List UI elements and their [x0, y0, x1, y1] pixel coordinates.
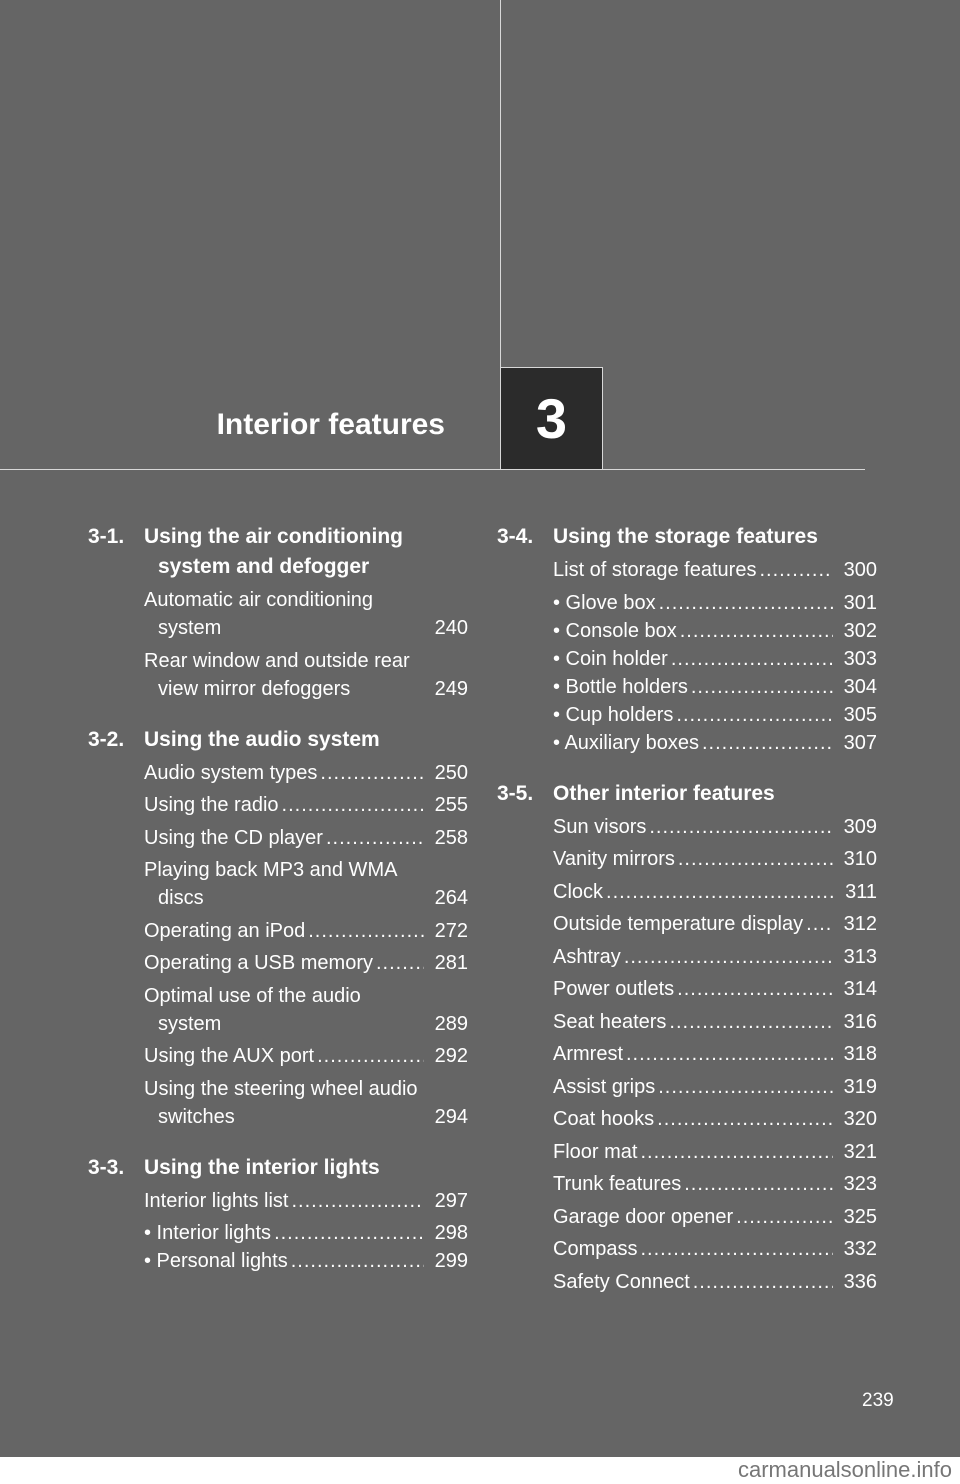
- entry-text: • Interior lights: [144, 1222, 272, 1244]
- toc-entry[interactable]: [144, 1042, 468, 1070]
- toc-entry[interactable]: [553, 729, 877, 757]
- dot-leader: [684, 1170, 833, 1198]
- entry-text: Rear window and outside rear view mirror defoggers: [144, 649, 410, 700]
- dot-leader: [320, 759, 424, 787]
- toc-entry[interactable]: [553, 556, 877, 584]
- entry-page: 307: [843, 731, 877, 754]
- toc-entry[interactable]: [144, 824, 468, 852]
- entry-page: 264: [434, 887, 468, 909]
- entry-text: • Glove box: [553, 591, 656, 614]
- toc-entry[interactable]: [144, 647, 468, 703]
- dot-leader: [677, 975, 833, 1003]
- toc-entry[interactable]: [553, 617, 877, 645]
- dot-leader: [658, 1073, 833, 1101]
- footer-watermark: carmanualsonline.info: [0, 1457, 960, 1484]
- entry-page: 289: [434, 1012, 468, 1035]
- entry-text: Using the radio: [144, 794, 279, 816]
- entry-page: 312: [843, 913, 877, 935]
- dot-leader: [702, 729, 833, 757]
- entry-text: Garage door opener: [553, 1205, 734, 1228]
- entry-page: 272: [434, 919, 468, 942]
- page-number: 239: [862, 1390, 894, 1411]
- entry-text: Armrest: [553, 1043, 623, 1065]
- entry-page: 320: [843, 1108, 877, 1130]
- dot-leader: [657, 1105, 833, 1133]
- toc-entry[interactable]: [553, 845, 877, 873]
- toc-entry[interactable]: [553, 1235, 877, 1263]
- toc-entry[interactable]: [553, 1073, 877, 1101]
- toc-entry[interactable]: [553, 1040, 877, 1068]
- entry-page: 321: [843, 1140, 877, 1163]
- toc-right-column: [497, 522, 877, 1318]
- dot-leader: [606, 878, 833, 906]
- entry-page: 297: [434, 1189, 468, 1212]
- dot-leader: [649, 813, 833, 841]
- dot-leader: [640, 1235, 833, 1263]
- entry-page: 304: [843, 675, 877, 698]
- entry-text: Audio system types: [144, 761, 318, 784]
- toc-entry[interactable]: [553, 943, 877, 971]
- entry-text: Interior lights list: [144, 1189, 289, 1212]
- entry-text: • Auxiliary boxes: [553, 731, 699, 754]
- section-title: Using the air conditioning system and defogger: [144, 525, 403, 578]
- entry-text: Playing back MP3 and WMA discs: [144, 859, 397, 909]
- toc-entry[interactable]: [553, 1203, 877, 1231]
- section-title: Using the interior lights: [144, 1155, 380, 1179]
- dot-leader: [326, 824, 424, 852]
- entry-text: • Coin holder: [553, 647, 668, 670]
- toc-entry[interactable]: [553, 1105, 877, 1133]
- entry-page: 332: [843, 1238, 877, 1260]
- entry-page: 314: [843, 978, 877, 1000]
- chapter-number-badge: [500, 367, 603, 470]
- entry-text: Assist grips: [553, 1075, 656, 1098]
- entry-page: 318: [843, 1043, 877, 1065]
- section-heading: [497, 779, 877, 809]
- dot-leader: [376, 949, 424, 977]
- toc-entry[interactable]: [553, 645, 877, 673]
- chapter-title: Interior features: [216, 408, 445, 441]
- toc-entry[interactable]: [553, 813, 877, 841]
- toc-entry[interactable]: [144, 856, 468, 912]
- toc-entries: [497, 556, 877, 757]
- toc-entry[interactable]: [553, 589, 877, 617]
- toc-entry[interactable]: [144, 917, 468, 945]
- entry-text: Sun visors: [553, 815, 647, 838]
- section-title: Using the storage features: [553, 525, 818, 548]
- dot-leader: [691, 673, 833, 701]
- section-number: 3-1.: [88, 525, 125, 548]
- toc-section: [88, 725, 468, 1131]
- entry-text: List of storage features: [553, 559, 757, 581]
- dot-leader: [624, 943, 833, 971]
- entry-text: Automatic air conditioning system: [144, 589, 374, 639]
- entry-page: 240: [434, 617, 468, 639]
- toc-entries: [88, 586, 468, 703]
- entry-page: 336: [843, 1270, 877, 1293]
- entry-page: 310: [843, 848, 877, 870]
- entry-text: Seat heaters: [553, 1010, 667, 1033]
- dot-leader: [676, 701, 833, 729]
- dot-leader: [274, 1219, 424, 1247]
- entry-text: Clock: [553, 880, 604, 903]
- entry-text: Compass: [553, 1238, 638, 1260]
- entry-text: Operating an iPod: [144, 919, 306, 942]
- entry-page: 305: [843, 703, 877, 726]
- divider-horizontal: [0, 469, 865, 470]
- toc-entries: [88, 759, 468, 1131]
- toc-entry[interactable]: [144, 586, 468, 642]
- toc-section: [497, 522, 877, 757]
- toc-entry[interactable]: [144, 1219, 468, 1247]
- entry-page: 258: [434, 826, 468, 849]
- entry-text: • Console box: [553, 619, 677, 642]
- section-heading: [88, 1153, 468, 1183]
- section-title: Other interior features: [553, 781, 775, 805]
- dot-leader: [626, 1040, 833, 1068]
- entry-page: 250: [434, 761, 468, 784]
- toc-entry[interactable]: [553, 1138, 877, 1166]
- dot-leader: [759, 556, 833, 584]
- toc-entry[interactable]: [553, 1268, 877, 1296]
- dot-leader: [292, 1187, 425, 1215]
- dot-leader: [671, 645, 833, 673]
- entry-text: • Personal lights: [144, 1250, 288, 1272]
- toc-section: [88, 522, 468, 703]
- section-number: 3-4.: [497, 525, 534, 548]
- toc-section: [88, 1153, 468, 1276]
- entry-page: 319: [843, 1075, 877, 1098]
- section-number: 3-5.: [497, 781, 534, 805]
- dot-leader: [308, 917, 424, 945]
- dot-leader: [806, 910, 833, 938]
- entry-page: 311: [845, 880, 877, 903]
- dot-leader: [317, 1042, 424, 1070]
- entry-text: Coat hooks: [553, 1108, 655, 1130]
- chapter-number: 3: [535, 387, 568, 450]
- dot-leader: [659, 589, 833, 617]
- entry-page: 298: [434, 1222, 468, 1244]
- entry-text: Trunk features: [553, 1173, 682, 1195]
- entry-page: 313: [843, 945, 877, 968]
- entry-text: Vanity mirrors: [553, 848, 675, 870]
- entry-page: 300: [843, 559, 877, 581]
- section-number: 3-2.: [88, 727, 125, 751]
- entry-page: 249: [434, 677, 468, 700]
- toc-entry[interactable]: [553, 878, 877, 906]
- entry-page: 255: [434, 794, 468, 816]
- section-heading: [497, 522, 877, 552]
- dot-leader: [640, 1138, 833, 1166]
- entry-page: 323: [843, 1173, 877, 1195]
- entry-text: Using the AUX port: [144, 1045, 315, 1067]
- entry-text: Ashtray: [553, 945, 621, 968]
- entry-page: 299: [434, 1250, 468, 1272]
- entry-page: 292: [434, 1045, 468, 1067]
- section-heading: [88, 522, 468, 582]
- dot-leader: [291, 1247, 424, 1275]
- toc-entries: [88, 1187, 468, 1276]
- toc-entry[interactable]: [553, 701, 877, 729]
- section-title: Using the audio system: [144, 727, 380, 751]
- toc-entries: [497, 813, 877, 1296]
- entry-page: 309: [843, 815, 877, 838]
- entry-text: Operating a USB memory: [144, 952, 373, 974]
- entry-text: Using the CD player: [144, 826, 323, 849]
- entry-page: 302: [843, 619, 877, 642]
- dot-leader: [736, 1203, 833, 1231]
- entry-text: Using the steering wheel audio switches: [144, 1077, 418, 1128]
- toc-section: [497, 779, 877, 1296]
- entry-text: • Cup holders: [553, 703, 674, 726]
- toc-entry[interactable]: [144, 759, 468, 787]
- dot-leader: [669, 1008, 833, 1036]
- entry-page: 325: [843, 1205, 877, 1228]
- dot-leader: [693, 1268, 833, 1296]
- toc-entry[interactable]: [553, 910, 877, 938]
- entry-text: • Bottle holders: [553, 675, 688, 698]
- toc-entry[interactable]: [144, 791, 468, 819]
- toc-left-column: [88, 522, 468, 1297]
- toc-entry[interactable]: [553, 1170, 877, 1198]
- toc-entry[interactable]: [144, 1247, 468, 1275]
- section-number: 3-3.: [88, 1155, 125, 1179]
- entry-page: 303: [843, 647, 877, 670]
- dot-leader: [678, 845, 833, 873]
- entry-text: Optimal use of the audio system: [144, 984, 361, 1035]
- entry-text: Safety Connect: [553, 1270, 690, 1293]
- entry-text: Floor mat: [553, 1140, 638, 1163]
- entry-page: 316: [843, 1010, 877, 1033]
- entry-page: 281: [434, 952, 468, 974]
- toc-entry[interactable]: [144, 1075, 468, 1131]
- toc-entry[interactable]: [144, 1187, 468, 1215]
- dot-leader: [282, 791, 424, 819]
- toc-entry[interactable]: [144, 982, 468, 1038]
- entry-text: Power outlets: [553, 978, 675, 1000]
- toc-entry[interactable]: [553, 673, 877, 701]
- entry-page: 294: [434, 1105, 468, 1128]
- toc-entry[interactable]: [553, 975, 877, 1003]
- toc-entry[interactable]: [144, 949, 468, 977]
- toc-entry[interactable]: [553, 1008, 877, 1036]
- dot-leader: [680, 617, 833, 645]
- entry-page: 301: [843, 591, 877, 614]
- entry-text: Outside temperature display: [553, 913, 804, 935]
- section-heading: [88, 725, 468, 755]
